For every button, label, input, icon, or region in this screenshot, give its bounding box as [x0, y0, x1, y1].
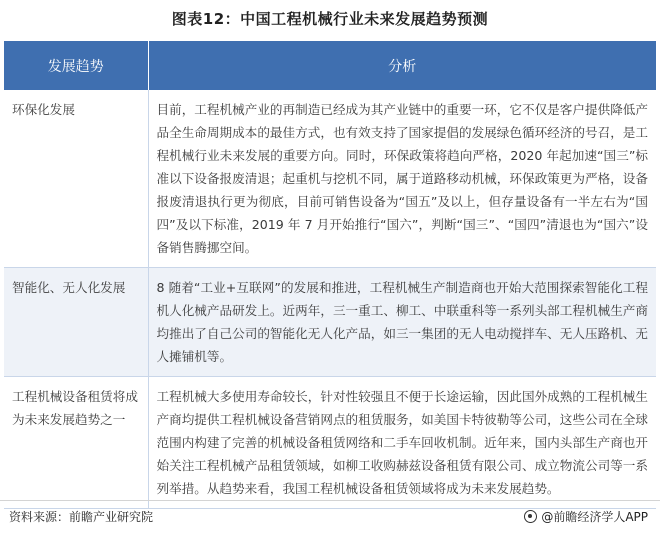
brand-credit: [524, 508, 648, 525]
qianzhan-logo-icon: [524, 510, 537, 523]
column-header-analysis: 分析: [148, 41, 656, 90]
table-row: [4, 90, 656, 268]
table-row: [4, 268, 656, 377]
table-row: [4, 377, 656, 509]
brand-text: @前瞻经济学人APP: [541, 510, 648, 524]
footer: [0, 500, 660, 531]
analysis-cell: 工程机械大多使用寿命较长，针对性较强且不便于长途运输，因此国外成熟的工程机械生产商均提供工程机械设备营销网点的租赁服务，如美国卡特彼勒等公司，这些公司在全球范围内构建了完善的机械设备租赁网络和二手车回收机制。近年来，国内头部生产商也开始关注工程机械产品租赁领域，如柳工收购赫兹设备租赁有限公司、成立物流公司等一系列举措。从趋势来看，我国工程机械设备租赁领域将成为未来发展趋势。: [148, 377, 656, 509]
table-header-row: [4, 41, 656, 90]
trend-table: [4, 41, 656, 509]
analysis-cell: 8 随着“工业+互联网”的发展和推进，工程机械生产制造商也开始大范围探索智能化工程机人化械产品研发上。近两年，三一重工、柳工、中联重科等一系列头部工程机械生产商均推出了自己公司的智能化无人化产品，如三一集团的无人电动搅拌车、无人压路机、无人摊铺机等。: [148, 268, 656, 377]
analysis-cell: 目前，工程机械产业的再制造已经成为其产业链中的重要一环，它不仅是客户提供降低产品全生命周期成本的最佳方式，也有效支持了国家提倡的发展绿色循环经济的号召，是工程机械行业未来发展的重要方向。同时，环保政策将趋向严格，2020 年起加速“国三”标准以下设备报废清退；起重机与挖机不同，属于道路移动机械，环保政策更为严格，设备报废清退执行更为彻底，目前可销售设备为“国五”及以上，但存量设备有一半左右为“国四”及以下标准，2019 年 7 月开始推行“国六”，判断“国三”、“国四”清退也为“国六”设备销售腾挪空间。: [148, 90, 656, 268]
source-note: 资料来源：前瞻产业研究院: [9, 510, 154, 524]
trend-cell: 环保化发展: [4, 90, 148, 268]
trend-cell: 工程机械设备租赁将成为未来发展趋势之一: [4, 377, 148, 509]
column-header-trend: 发展趋势: [4, 41, 148, 90]
trend-cell: 智能化、无人化发展: [4, 268, 148, 377]
chart-title: 图表12：中国工程机械行业未来发展趋势预测: [171, 10, 489, 28]
